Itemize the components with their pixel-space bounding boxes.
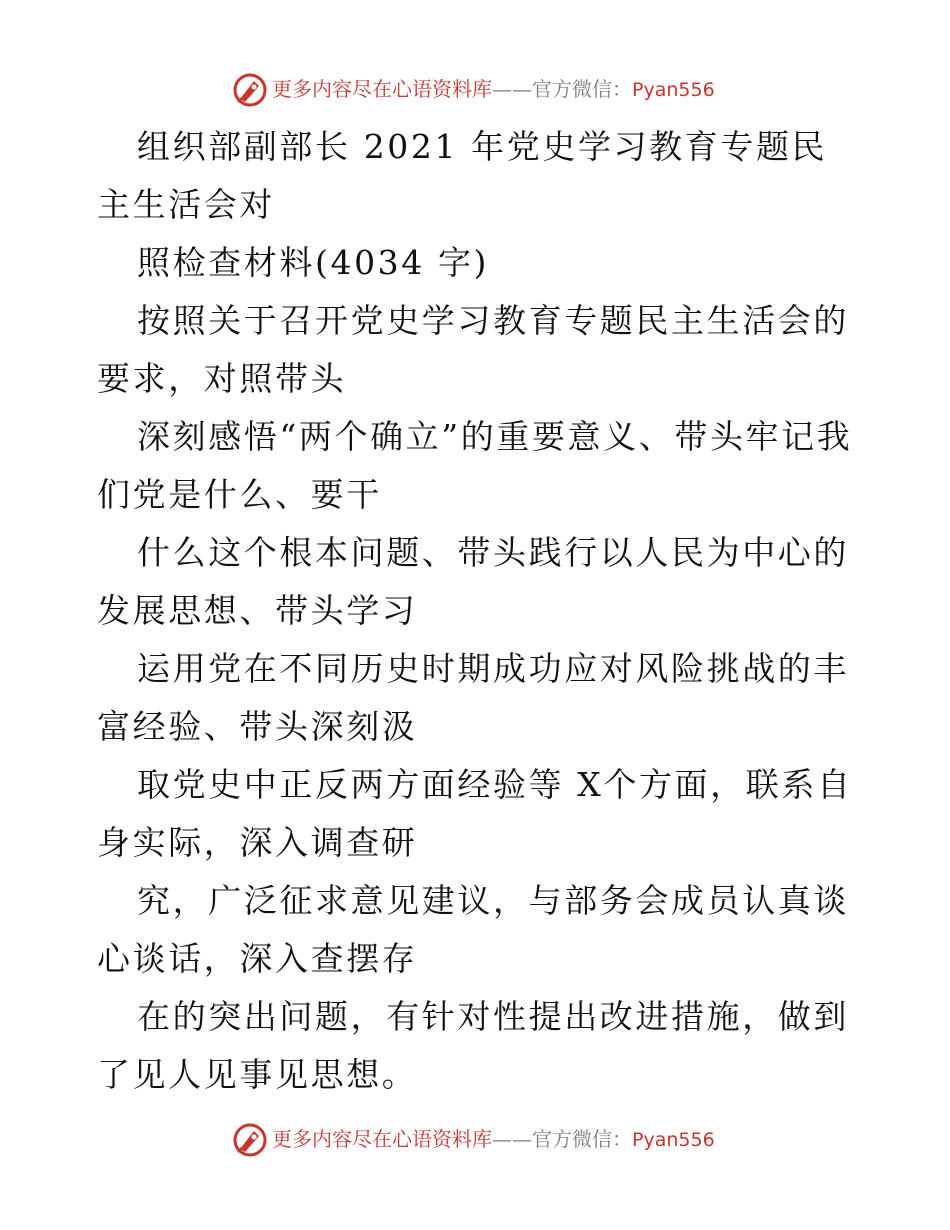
paragraph-line-3: 按照关于召开党史学习教育专题民主生活会的要求，对照带头 xyxy=(97,301,849,398)
banner-dash: —— xyxy=(492,1127,532,1151)
title-line-2: 照检查材料(4034 字) xyxy=(137,243,490,282)
banner-text xyxy=(272,1126,715,1153)
paragraph-line-4: 深刻感悟“两个确立”的重要意义、带头牢记我们党是什么、要干 xyxy=(97,417,853,514)
title-line-1: 组织部副部长 2021 年党史学习教育专题民主生活会对 xyxy=(97,127,828,224)
paragraph-line-5: 什么这个根本问题、带头践行以人民为中心的发展思想、带头学习 xyxy=(97,533,849,630)
banner-main-text: 更多内容尽在心语资料库 xyxy=(272,77,492,101)
banner-main-text: 更多内容尽在心语资料库 xyxy=(272,1127,492,1151)
paragraph-line-6: 运用党在不同历史时期成功应对风险挑战的丰富经验、带头深刻汲 xyxy=(97,649,849,746)
pen-nib-logo-icon xyxy=(232,72,268,108)
banner-label: 官方微信： xyxy=(532,77,632,101)
paragraph-line-8: 究，广泛征求意见建议，与部务会成员认真谈心谈话，深入查摆存 xyxy=(97,881,849,978)
paragraph-line-7: 取党史中正反两方面经验等 X个方面，联系自身实际，深入调查研 xyxy=(97,765,853,862)
banner-dash: —— xyxy=(492,77,532,101)
banner-wechat-id: Pyan556 xyxy=(632,79,715,101)
pen-nib-logo-icon xyxy=(232,1122,268,1158)
footer-banner xyxy=(0,1120,950,1160)
header-banner xyxy=(0,70,950,110)
banner-text xyxy=(272,76,715,103)
banner-wechat-id: Pyan556 xyxy=(632,1129,715,1151)
document-body xyxy=(97,118,857,1104)
banner-label: 官方微信： xyxy=(532,1127,632,1151)
paragraph-line-9: 在的突出问题，有针对性提出改进措施，做到了见人见事见思想。 xyxy=(97,997,849,1094)
